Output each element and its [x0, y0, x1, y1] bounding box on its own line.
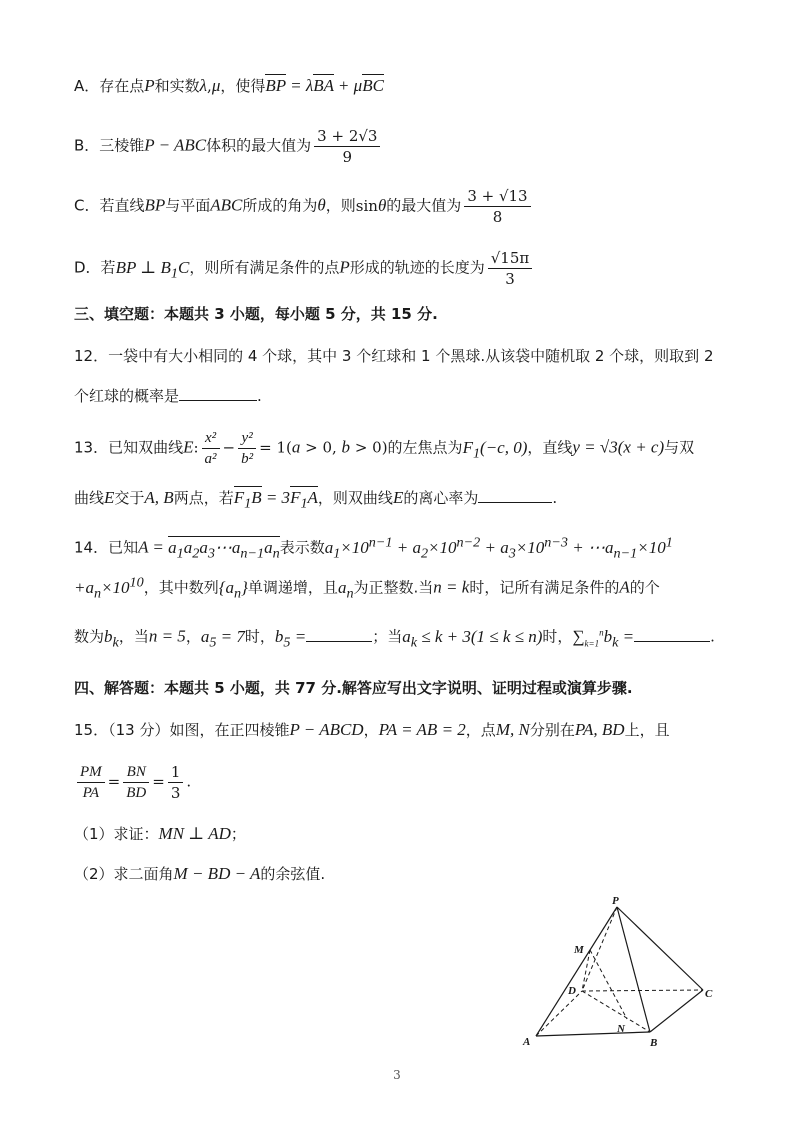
option-c: C．若直线BP与平面ABC所成的角为θ，则sinθ的最大值为 $\frac{3 + √13}{8}$ [74, 186, 534, 227]
option-b: B．三棱锥P − ABC体积的最大值为 $\frac{3 + 2√3}{9}$ [74, 126, 383, 167]
math: P [144, 76, 155, 95]
label-a: A [523, 1036, 531, 1048]
math-vector-eq: BP = λBA + μBC [265, 76, 384, 95]
question-15-line2: $\frac{PM}{PA}$ = $\frac{BN}{BD}$ = $\frac{1}{3}$ . [74, 762, 191, 803]
edge-pb [617, 907, 650, 1032]
question-15-part1: （1）求证：MN ⊥ AD； [74, 824, 246, 843]
question-15-line1: 15．（13 分）如图，在正四棱锥P − ABCD，PA = AB = 2，点M, N分别在PA, BD上，且 [74, 720, 670, 739]
question-13-line2: 曲线E交于A, B两点，若$F_1B = 3F_1A$，则双曲线E的离心率为 . [74, 488, 558, 512]
segment-mn [590, 950, 627, 1019]
pyramid-figure [520, 895, 720, 1050]
option-d: D．若BP ⊥ $B_1C$，则所有满足条件的点P形成的轨迹的长度为 $\frac{√15\pi}{3}$ [74, 248, 535, 289]
answer-blank [306, 627, 372, 642]
question-15-part2: （2）求二面角M − BD − A的余弦值. [74, 864, 326, 883]
question-14-line1: 14．已知$A = a_1a_2a_3\cdots a_{n-1}a_n$表示数$a_1\times 10^{n-1} + a_2\times 10^{n-2} + a_3\times 10^{n-3}$ + $\cdots a_{n-1}\times 10^1$ [74, 534, 673, 562]
label-n: N [617, 1023, 625, 1035]
edge-ad [536, 991, 582, 1036]
edge-pa [536, 907, 617, 1036]
edge-pd [582, 907, 617, 991]
answer-blank [478, 488, 552, 503]
diagonal-bd [582, 991, 650, 1032]
label-d: D [568, 985, 576, 997]
edge-dc [582, 990, 703, 991]
fraction: $\frac{√15\pi}{3}$ [488, 248, 533, 289]
question-13-line1: 13．已知双曲线E: $\frac{\text{x²}}{\text{a²}}$ − $\frac{\text{y²}}{\text{b²}}$ = 1(a > 0, b > 0)的左焦点为$F_1(-c$, 0)，直线y = √3(x + c)与双 [74, 430, 695, 467]
edge-bc [650, 990, 703, 1032]
fraction: $\frac{3 + √13}{8}$ [464, 186, 530, 227]
page-number: 3 [393, 1068, 401, 1082]
answer-blank [179, 386, 257, 401]
question-12-line2: 个红球的概率是 . [74, 387, 262, 405]
question-12-line1: 12．一袋中有大小相同的 4 个球，其中 3 个红球和 1 个黑球.从该袋中随机取 2 个球，则取到 2 [74, 347, 714, 365]
answer-blank [634, 627, 710, 642]
section-heading-solutions: 四、解答题：本题共 5 小题，共 77 分.解答应写出文字说明、证明过程或演算步骤. [74, 679, 633, 697]
label-m: M [574, 944, 584, 956]
question-14-line2: $+a_n\times 10^{10}$，其中数列$\{a_n\}$单调递增，且$a_n$为正整数.当n = k时，记所有满足条件的A的个 [74, 574, 660, 602]
math: λ [199, 76, 208, 95]
label-b: B [650, 1037, 658, 1049]
edge-ab [536, 1032, 650, 1036]
edge-pc [617, 907, 703, 990]
label-p: P [612, 895, 619, 907]
section-heading-fill-in: 三、填空题：本题共 3 小题，每小题 5 分，共 15 分. [74, 305, 438, 323]
option-a: A．存在点P和实数λ,μ，使得BP = λBA + μBC [74, 76, 384, 95]
question-14-line3: 数为$b_k$，当n = 5，$a_5 = 7$时，$b_5$ = ；当$a_k \le k + 3(1 \le k \le n)$时，$\sum_{k=1}^nb_k$ = . [74, 626, 715, 651]
label-c: C [705, 988, 713, 1000]
fraction: $\frac{3 + 2√3}{9}$ [314, 126, 380, 167]
math: μ [211, 76, 221, 95]
